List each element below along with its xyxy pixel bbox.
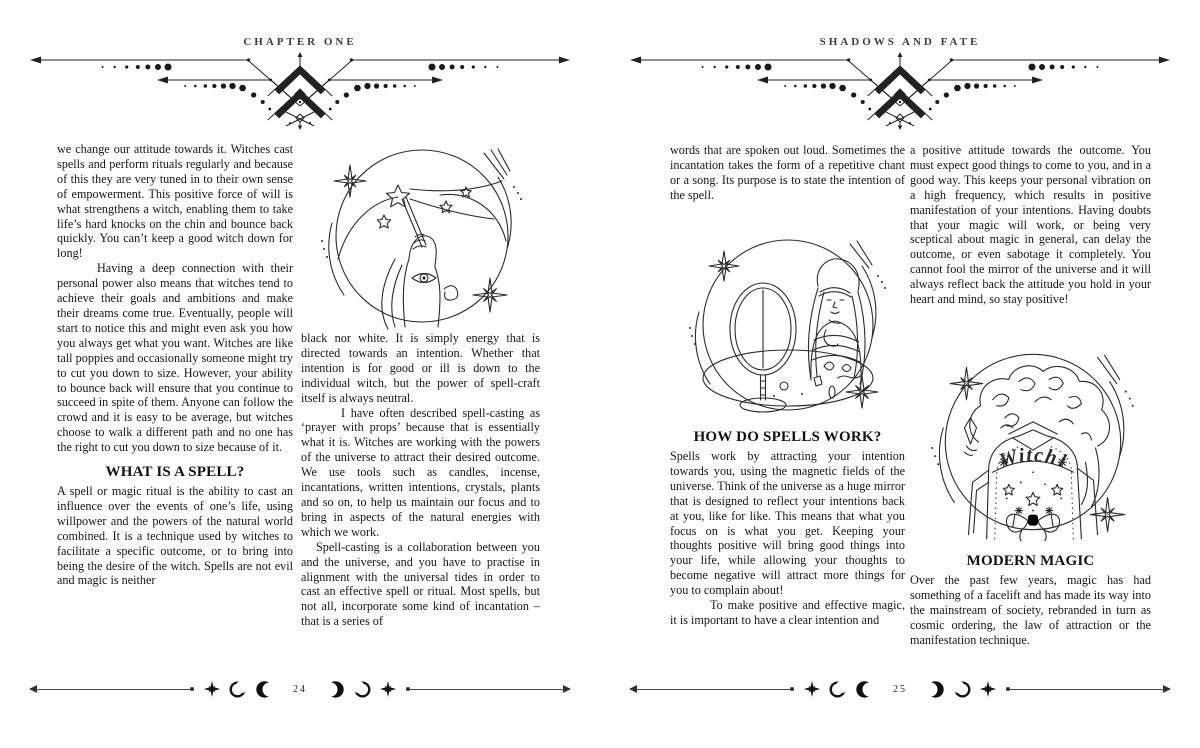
standing-mirror — [730, 283, 796, 412]
footer-rule-right — [1006, 689, 1170, 690]
sparkle-star-icon — [950, 367, 982, 399]
paragraph: words that are spoken out loud. Sometimes the incantation takes the form of a repetitive chant or a song. Its purpose is to state the intention of the spell. — [670, 143, 905, 202]
left-page-column-1 — [57, 142, 293, 588]
wand-star — [387, 185, 410, 207]
footer-rule-left — [30, 689, 194, 690]
open-crescent-moon-icon — [954, 681, 971, 698]
curly-hair — [970, 366, 1110, 507]
jacket-lettering: Witch! — [996, 444, 1072, 473]
running-header-right: SHADOWS AND FATE — [819, 36, 981, 48]
footer-rule-right — [406, 689, 570, 690]
paragraph: we change our attitude towards it. Witches cast spells and perform rituals regularly and because of this they are very tuned in to their own sense of empowerment. This positive force of will is what strengthens a witch, enabling them to take life’s hard knocks on the chin and bounce back quickly. You can’t keep a good witch down for long! — [57, 142, 293, 261]
table-trinkets — [773, 376, 860, 398]
sparkle-star-icon — [334, 165, 366, 197]
filled-crescent-moon-icon — [255, 680, 274, 699]
section-heading-how-do-spells-work: HOW DO SPELLS WORK? — [693, 429, 882, 445]
divider-center-medallion — [868, 52, 932, 130]
paragraph: black nor white. It is simply energy that is directed towards an intention. Whether that intention is for good or ill is down to the individual witch, but the power of spell-craft itself is always neutral. — [301, 331, 540, 405]
open-crescent-moon-icon — [354, 681, 371, 698]
witch-jacket-illustration — [908, 341, 1158, 541]
left-page-column-2 — [301, 331, 540, 629]
footer-moon-ornament — [204, 680, 396, 699]
chapter-divider-ornament — [28, 52, 572, 130]
paragraph: Spells work by attracting your intention towards you, using the magnetic fields of the universe. Think of the universe as a huge mirror that is designed to reflect your intentions back at you, like for like. This means that what you focus on is what you get. Keeping your thoughts positive will bring good things into your life, while allowing your thoughts to become negative will attract more things for you to complain about! — [670, 449, 905, 598]
chapter-divider-ornament — [628, 52, 1172, 130]
sparkle-star-icon — [709, 251, 739, 281]
page-footer-left — [30, 678, 570, 700]
divider-center-medallion — [268, 52, 332, 130]
paragraph: To make positive and effective magic, it is important to have a clear intention and — [670, 598, 905, 627]
mirror-scene-illustration — [666, 228, 910, 422]
footer-moon-ornament — [804, 680, 996, 699]
eight-point-star-icon — [804, 681, 820, 697]
paragraph: I have often described spell-casting as ‘prayer with props’ because that is essentially what it is. Witches are working with the powers of the universe to attract their desired outcome. We use tools such as candles, incense, incantations, written intentions, crystals, plants and so on, to help us maintain our focus and to bring in aspects of the natural energies with which we work. — [301, 405, 540, 539]
right-page-column-1-bottom — [670, 420, 905, 628]
right-page-column-1-top — [670, 143, 905, 203]
section-heading-what-is-a-spell: WHAT IS A SPELL? — [105, 464, 245, 481]
sparkle-star-icon — [473, 278, 507, 312]
right-page-column-2-bottom — [910, 544, 1151, 648]
eight-point-star-icon — [380, 681, 396, 697]
filled-crescent-moon-icon — [855, 680, 874, 699]
page-number: 25 — [893, 683, 907, 695]
running-header-left: CHAPTER ONE — [243, 36, 357, 48]
paragraph: Having a deep connection with their personal power also means that witches tend to achieve their goals and ambitions and make their dreams come true. Eventually, people will start to notice this and might even ask you how you always get what you want. Witches are like tall poppies and occasionally someone might try to cut you down to size. However, your ability to bounce back will ensure that you continue to succeed in spite of them. Anyone can follow the crowd and it is easy to be average, but witches choose to walk a different path and no one has the right to cut you down to size because of it. — [57, 261, 293, 455]
page-right — [600, 0, 1200, 748]
paragraph: a positive attitude towards the outcome. You must expect good things to come to you, and in a good way. This keeps your personal vibration on a high frequency, which results in positive manifestation of your intentions. Having doubts that your magic will work, or being very sceptical about magic in general, can delay the outcome, or even sabotage it completely. You cannot fool the mirror of the universe and it will always reflect back the attitude you hold in your heart and mind, so stay positive! — [910, 143, 1151, 307]
open-crescent-moon-icon — [229, 681, 246, 698]
wand-hand-illustration — [298, 137, 546, 332]
filled-crescent-moon-icon — [926, 680, 945, 699]
page-number: 24 — [293, 683, 307, 695]
eye-of-providence — [412, 274, 436, 283]
right-page-column-2-top — [910, 143, 1151, 307]
page-footer-right — [630, 678, 1170, 700]
woman-figure — [808, 259, 865, 384]
open-crescent-moon-icon — [829, 681, 846, 698]
eight-point-star-icon — [204, 681, 220, 697]
section-heading-modern-magic: MODERN MAGIC — [966, 553, 1095, 569]
paragraph: A spell or magic ritual is the ability to cast an influence over the events of one’s life, using willpower and the powers of the natural world combined. It is a technique used by witches to facilitate a specific outcome, or to bring into being the desire of the witch. Spells are not evil and magic is neither — [57, 484, 293, 588]
paragraph: Spell-casting is a collaboration between you and the universe, and you have to practise in alignment with the universal tides in order to cast an effective spell or ritual. Most spells, but not all, incorporate some kind of incantation – that is a series of — [301, 539, 540, 629]
paragraph: Over the past few years, magic has had something of a facelift and has made its way into the mainstream of society, rebranded in turn as cosmic ordering, the law of attraction or the manifestation technique. — [910, 573, 1151, 647]
eight-point-star-icon — [980, 681, 996, 697]
filled-crescent-moon-icon — [326, 680, 345, 699]
footer-rule-left — [630, 689, 794, 690]
